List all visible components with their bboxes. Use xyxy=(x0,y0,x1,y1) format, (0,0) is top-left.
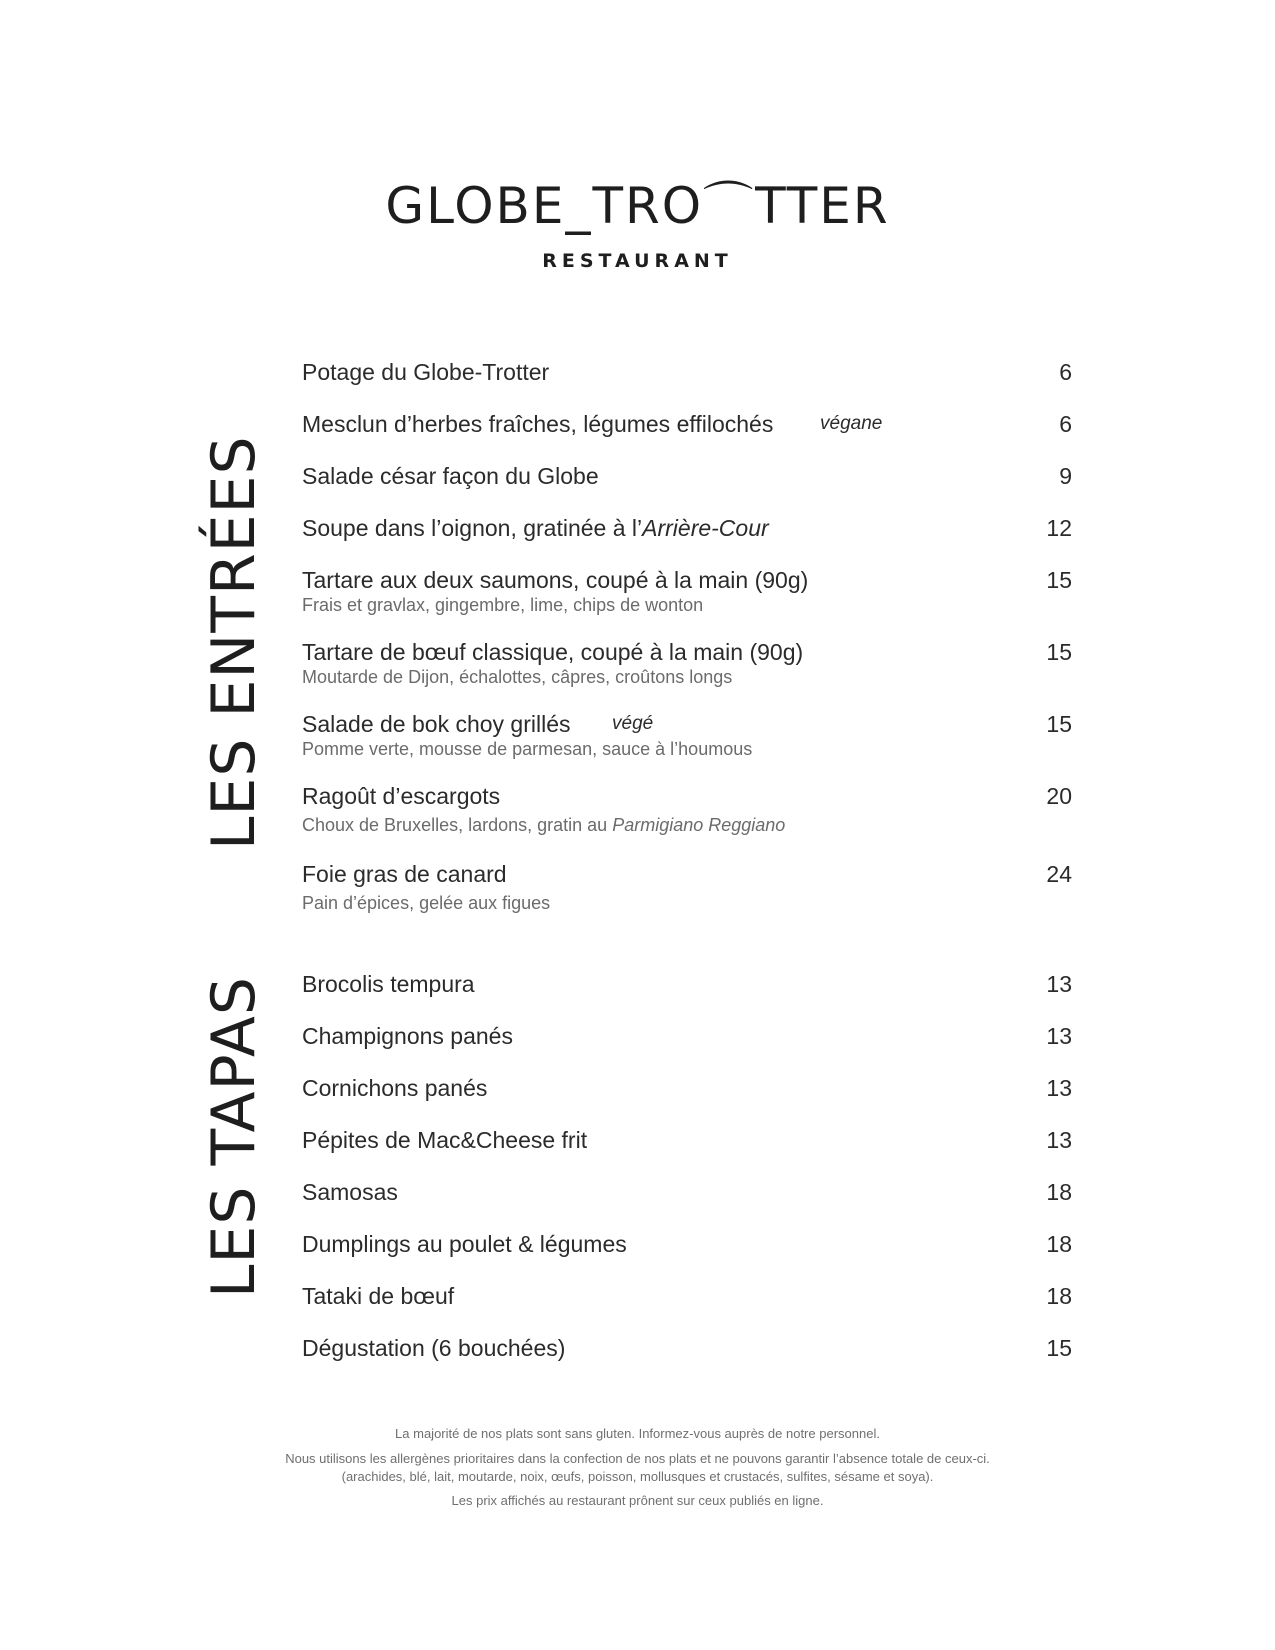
restaurant-logo: GLOBE_TRO⌒TTER xyxy=(385,177,890,235)
item-name: Salade césar façon du Globe xyxy=(302,463,599,489)
item-name xyxy=(302,514,1072,542)
menu-item xyxy=(302,1074,1072,1102)
item-price: 24 xyxy=(1046,861,1072,887)
section-title-tapas: LES TAPAS xyxy=(199,976,269,1299)
item-name: Salade de bok choy grillés xyxy=(302,711,571,737)
item-price: 9 xyxy=(1059,463,1072,489)
item-price: 15 xyxy=(1046,567,1072,593)
item-price: 13 xyxy=(1046,1075,1072,1101)
section-title-entrees: LES ENTRÉES xyxy=(199,435,269,850)
item-description: Pain d’épices, gelée aux figues xyxy=(302,893,551,913)
menu-item xyxy=(302,1230,1072,1258)
item-name: Dégustation (6 bouchées) xyxy=(302,1335,566,1361)
item-price: 18 xyxy=(1046,1231,1072,1257)
item-description xyxy=(302,814,1072,836)
menu-item xyxy=(302,358,1072,386)
footer-note-prices: Les prix affichés au restaurant prônent sur ceux publiés en ligne. xyxy=(451,1493,824,1508)
menu-item xyxy=(302,1022,1072,1050)
item-price: 13 xyxy=(1046,1023,1072,1049)
item-price: 6 xyxy=(1059,359,1072,385)
menu-item xyxy=(302,1334,1072,1362)
item-price: 6 xyxy=(1059,411,1072,437)
menu-item xyxy=(302,1178,1072,1206)
item-name: Potage du Globe-Trotter xyxy=(302,359,550,385)
item-description: Pomme verte, mousse de parmesan, sauce à l’houmous xyxy=(302,739,753,759)
item-name: Dumplings au poulet & légumes xyxy=(302,1231,627,1257)
footer-note-gluten: La majorité de nos plats sont sans gluten. Informez-vous auprès de notre personnel. xyxy=(395,1426,880,1441)
menu-item xyxy=(302,782,1072,836)
item-name: Mesclun d’herbes fraîches, légumes effilochés xyxy=(302,411,774,437)
item-price: 15 xyxy=(1046,639,1072,665)
footer-note-allergen-list: (arachides, blé, lait, moutarde, noix, œufs, poisson, mollusques et crustacés, sulfites, sésame et soya). xyxy=(341,1469,934,1484)
item-name: Cornichons panés xyxy=(302,1075,488,1101)
menu-item xyxy=(302,638,1072,688)
item-price: 18 xyxy=(1046,1283,1072,1309)
item-desc-text: Choux de Bruxelles, lardons, gratin au xyxy=(302,815,613,835)
item-price: 20 xyxy=(1046,783,1072,809)
item-price: 15 xyxy=(1046,711,1072,737)
item-name: Foie gras de canard xyxy=(302,861,507,887)
item-name: Tartare aux deux saumons, coupé à la main (90g) xyxy=(302,567,809,593)
item-name-italic: Arrière-Cour xyxy=(642,515,769,541)
item-name: Brocolis tempura xyxy=(302,971,475,997)
menu-item xyxy=(302,1282,1072,1310)
menu-item xyxy=(302,970,1072,998)
item-price: 15 xyxy=(1046,1335,1072,1361)
menu-item xyxy=(302,860,1072,914)
item-name: Tartare de bœuf classique, coupé à la main (90g) xyxy=(302,639,804,665)
item-name: Champignons panés xyxy=(302,1023,513,1049)
item-name: Samosas xyxy=(302,1179,398,1205)
menu-item xyxy=(302,410,1072,438)
menu-item xyxy=(302,462,1072,490)
menu-item xyxy=(302,710,1072,760)
item-name: Pépites de Mac&Cheese frit xyxy=(302,1127,588,1153)
item-price: 13 xyxy=(1046,971,1072,997)
item-description: Moutarde de Dijon, échalottes, câpres, croûtons longs xyxy=(302,667,733,687)
menu-item xyxy=(302,514,1072,542)
item-price: 18 xyxy=(1046,1179,1072,1205)
item-price: 12 xyxy=(1046,515,1072,541)
item-name: Tataki de bœuf xyxy=(302,1283,455,1309)
diet-tag: végé xyxy=(612,713,654,734)
restaurant-subtitle: RESTAURANT xyxy=(542,250,733,272)
item-description: Frais et gravlax, gingembre, lime, chips de wonton xyxy=(302,595,704,615)
diet-tag: végane xyxy=(820,413,883,434)
item-name-text: Soupe dans l’oignon, gratinée à l’ xyxy=(302,515,643,541)
item-price: 13 xyxy=(1046,1127,1072,1153)
item-desc-italic: Parmigiano Reggiano xyxy=(612,815,786,835)
footer-note-allergens: Nous utilisons les allergènes prioritaires dans la confection de nos plats et ne pouvons garantir l’absence totale de ceux-ci. xyxy=(285,1451,990,1466)
item-name: Ragoût d’escargots xyxy=(302,783,501,809)
menu-item xyxy=(302,1126,1072,1154)
menu-item xyxy=(302,566,1072,616)
